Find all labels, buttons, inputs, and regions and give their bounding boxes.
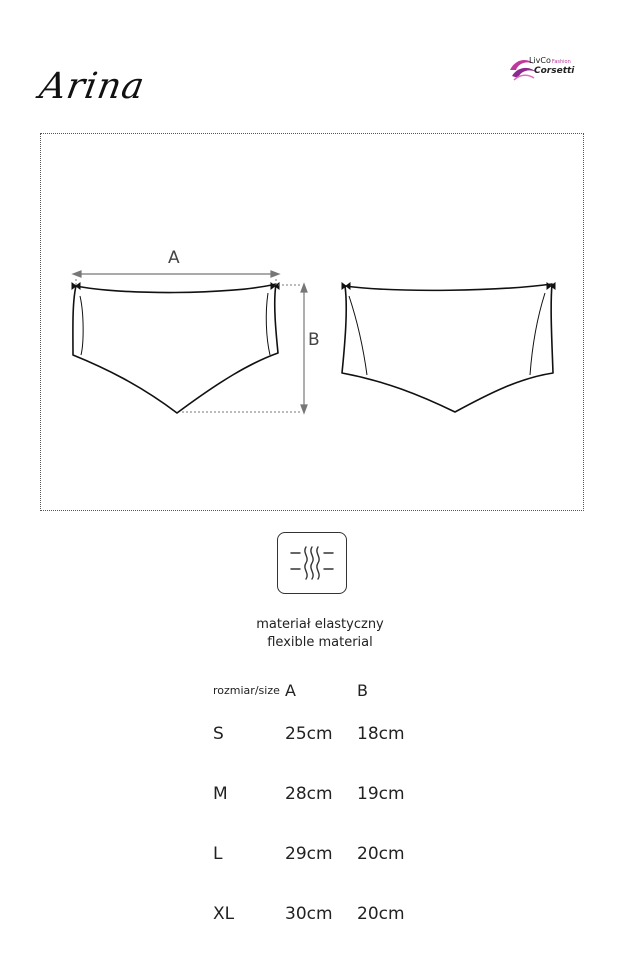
dimension-a-label: A: [168, 248, 180, 268]
dimension-a-arrow: [73, 271, 279, 277]
size-table: [210, 703, 426, 945]
care-text: [0, 616, 640, 652]
brand-logo: [508, 56, 590, 82]
logo-text-livco: LivCo: [529, 56, 551, 65]
dimension-b-arrow: [301, 284, 307, 413]
size-cell: S: [213, 724, 224, 744]
table-row: [212, 705, 424, 763]
b-value-cell: 18cm: [357, 724, 405, 744]
stretch-waves-icon: [277, 532, 347, 594]
a-value-cell: 30cm: [285, 904, 333, 924]
b-value-cell: 19cm: [357, 784, 405, 804]
dimension-a-line: [76, 279, 276, 285]
b-value-cell: 20cm: [357, 904, 405, 924]
header-b: B: [357, 680, 368, 700]
table-header-row: [212, 678, 424, 702]
dimension-b-line: [182, 285, 302, 412]
header-size: rozmiar/size: [213, 683, 280, 697]
back-view-drawing: [342, 284, 553, 412]
table-row: [212, 765, 424, 823]
size-cell: L: [213, 844, 223, 864]
a-value-cell: 25cm: [285, 724, 333, 744]
dimension-b-label: B: [308, 330, 320, 350]
a-value-cell: 29cm: [285, 844, 333, 864]
logo-text-corsetti: Corsetti: [534, 66, 575, 76]
b-value-cell: 20cm: [357, 844, 405, 864]
logo-text-fashion: Fashion: [551, 59, 571, 65]
garment-diagram: [40, 133, 584, 511]
size-table-header: [210, 676, 426, 704]
table-row: [212, 885, 424, 943]
care-text-en: flexible material: [267, 635, 373, 650]
care-text-pl: materiał elastyczny: [256, 617, 384, 632]
header-a: A: [285, 680, 296, 700]
size-cell: M: [213, 784, 228, 804]
size-cell: XL: [213, 904, 235, 924]
product-title: Arina: [36, 66, 148, 107]
a-value-cell: 28cm: [285, 784, 333, 804]
front-view-drawing: [73, 284, 278, 413]
table-row: [212, 825, 424, 883]
